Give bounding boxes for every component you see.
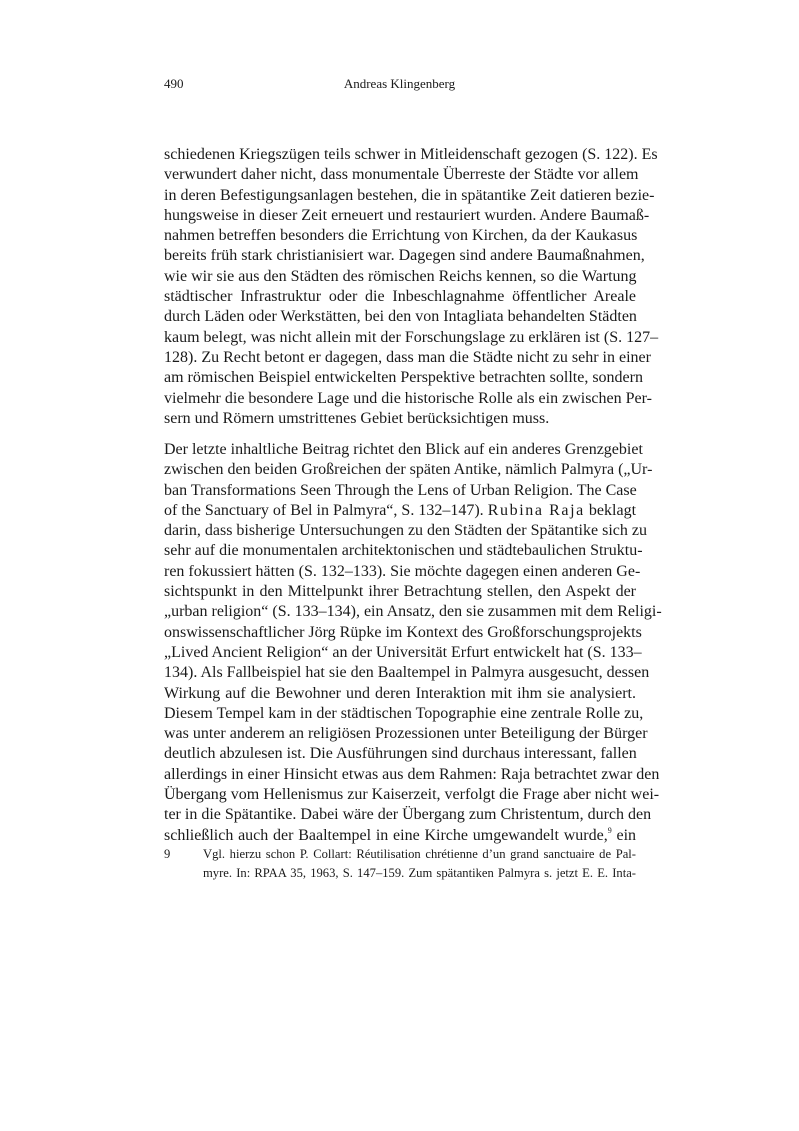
text-line: ter in die Spätantike. Dabei wäre der Übergang zum Christentum, durch den	[164, 806, 652, 824]
text-line: sern und Römern umstrittenes Gebiet berücksichtigen muss.	[164, 409, 550, 427]
text-line: ban Transformations Seen Through the Lens of Urban Religion. The Case	[164, 481, 637, 499]
author-name: Rubina Raja	[487, 501, 585, 519]
page-number: 490	[164, 76, 184, 91]
text-segment: ein	[616, 826, 637, 844]
running-header-author: Andreas Klingenberg	[343, 76, 456, 91]
text-line: städtischer Infrastruktur oder die Inbeschlagnahme öffentlicher Areale	[164, 288, 636, 306]
text-line: zwischen den beiden Großreichen der späten Antike, nämlich Palmyra („Ur-	[164, 461, 653, 479]
text-segment: of the Sanctuary of Bel in Palmyra“, S. 132–147).	[164, 501, 484, 519]
text-line: onswissenschaftlicher Jörg Rüpke im Kontext des Großforschungsprojekts	[164, 623, 642, 641]
text-line: Wirkung auf die Bewohner und deren Interaktion mit ihm sie analysiert.	[164, 684, 636, 702]
text-line	[164, 501, 636, 521]
text-line: hungsweise in dieser Zeit erneuert und restauriert wurden. Andere Baumaß-	[164, 206, 650, 224]
text-line	[164, 826, 636, 846]
text-line: schiedenen Kriegszügen teils schwer in Mitleidenschaft gezogen (S. 122). Es	[164, 146, 658, 163]
text-line: darin, dass bisherige Untersuchungen zu den Städten der Spätantike sich zu	[164, 522, 647, 540]
text-line: „urban religion“ (S. 133–134), ein Ansatz, den sie zusammen mit dem Religi-	[164, 603, 662, 621]
text-segment: beklagt	[588, 501, 637, 519]
text-line: Diesem Tempel kam in der städtischen Topographie eine zentrale Rolle zu,	[164, 704, 644, 722]
text-line: wie wir sie aus den Städten des römischen Reichs kennen, so die Wartung	[164, 267, 637, 285]
text-line: 134). Als Fallbeispiel hat sie den Baaltempel in Palmyra ausgesucht, dessen	[164, 664, 650, 682]
text-segment: schließlich auch der Baaltempel in eine Kirche umgewandelt wurde,	[164, 826, 608, 844]
paragraph-1	[164, 145, 659, 429]
footnote-line: Vgl. hierzu schon P. Collart: Réutilisation chrétienne d’un grand sanctuaire de Pal-	[203, 847, 636, 861]
text-line: „Lived Ancient Religion“ an der Universität Erfurt entwickelt hat (S. 133–	[164, 643, 642, 661]
text-line: nahmen betreffen besonders die Errichtung von Kirchen, da der Kaukasus	[164, 227, 638, 245]
text-line: sichtspunkt in den Mittelpunkt ihrer Betrachtung stellen, den Aspekt der	[164, 583, 636, 601]
text-line: sehr auf die monumentalen architektonischen und städtebaulichen Struktu-	[164, 542, 643, 560]
footnote-text	[203, 845, 636, 883]
text-line: kaum belegt, was nicht allein mit der Forschungslage zu erklären ist (S. 127–	[164, 328, 659, 346]
text-line: bereits früh stark christianisiert war. Dagegen sind andere Baumaßnahmen,	[164, 247, 645, 265]
text-line: durch Läden oder Werkstätten, bei den von Intagliata behandelten Städten	[164, 308, 637, 326]
text-line: vielmehr die besondere Lage und die historische Rolle als ein zwischen Per-	[164, 389, 652, 407]
text-line: verwundert daher nicht, dass monumentale Überreste der Städte vor allem	[164, 166, 639, 184]
paragraph-2	[164, 440, 662, 846]
text-line: 128). Zu Recht betont er dagegen, dass man die Städte nicht zu sehr in einer	[164, 348, 651, 366]
text-line: was unter anderem an religiösen Prozessionen unter Beteiligung der Bürger	[164, 725, 648, 743]
text-line: Übergang vom Hellenismus zur Kaiserzeit, verfolgt die Frage aber nicht wei-	[164, 786, 660, 804]
footnote-reference[interactable]: 9	[607, 825, 612, 835]
text-line: ren fokussiert hätten (S. 132–133). Sie möchte dagegen einen anderen Ge-	[164, 562, 641, 580]
text-line: deutlich abzulesen ist. Die Ausführungen sind durchaus interessant, fallen	[164, 745, 637, 763]
footnote-line: myre. In: RPAA 35, 1963, S. 147–159. Zum spätantiken Palmyra s. jetzt E. E. Inta-	[203, 866, 636, 880]
footnote-number: 9	[164, 847, 171, 861]
text-line: allerdings in einer Hinsicht etwas aus dem Rahmen: Raja betrachtet zwar den	[164, 765, 660, 783]
text-line: Der letzte inhaltliche Beitrag richtet den Blick auf ein anderes Grenzgebiet	[164, 441, 643, 458]
text-line: am römischen Beispiel entwickelten Perspektive betrachten sollte, sondern	[164, 369, 643, 387]
text-line: in deren Befestigungsanlagen bestehen, die in spätantike Zeit datieren bezie-	[164, 186, 655, 204]
